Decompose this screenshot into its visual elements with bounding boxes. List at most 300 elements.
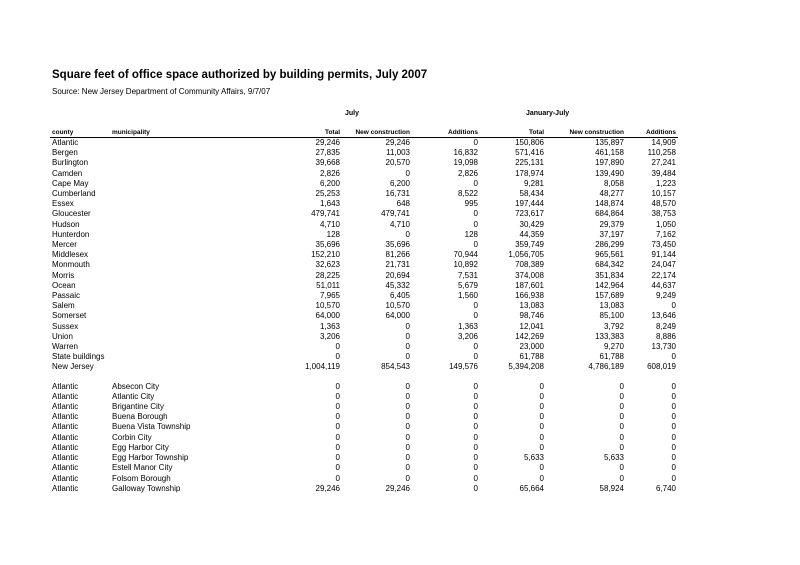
cell-county: Passaic (52, 291, 81, 301)
cell-july-total: 51,011 (316, 280, 340, 290)
cell-county: Sussex (52, 321, 79, 331)
cell-july-total: 64,000 (315, 311, 340, 321)
cell-ytd-additions: 0 (671, 412, 676, 422)
cell-municipality (110, 179, 210, 189)
cell-july-additions: 0 (473, 453, 478, 463)
cell-ytd-additions: 0 (671, 301, 676, 311)
cell-july-additions: 7,531 (457, 270, 478, 280)
cell-july-additions: 128 (464, 229, 478, 239)
cell-july-additions: 0 (473, 473, 478, 483)
cell-ytd-total: 98,746 (519, 311, 544, 321)
cell-ytd-new-construction: 0 (619, 463, 624, 473)
cell-municipality (110, 362, 210, 372)
cell-county: New Jersey (52, 362, 94, 372)
cell-july-new-construction: 0 (405, 473, 410, 483)
cell-ytd-new-construction: 0 (619, 402, 624, 412)
table-row (50, 271, 678, 281)
cell-ytd-additions: 9,249 (655, 291, 676, 301)
cell-ytd-new-construction: 157,689 (595, 291, 624, 301)
cell-county: State buildings (52, 352, 105, 362)
cell-ytd-total: 13,083 (519, 301, 544, 311)
cell-july-total: 479,741 (311, 209, 340, 219)
cell-ytd-total: 1,056,705 (508, 250, 544, 260)
cell-ytd-new-construction: 197,890 (595, 158, 624, 168)
cell-july-new-construction: 20,570 (385, 158, 410, 168)
cell-july-additions: 0 (473, 311, 478, 321)
cell-county: Bergen (52, 148, 78, 158)
cell-ytd-total: 708,389 (515, 260, 544, 270)
cell-ytd-total: 0 (539, 412, 544, 422)
cell-july-new-construction: 0 (405, 168, 410, 178)
cell-ytd-additions: 1,223 (655, 178, 676, 188)
table-row (50, 443, 678, 453)
cell-july-total: 1,363 (319, 321, 340, 331)
cell-july-additions: 995 (464, 199, 478, 209)
cell-municipality (110, 158, 210, 168)
cell-ytd-additions: 8,886 (655, 331, 676, 341)
column-header-municipality: municipality (112, 129, 150, 136)
cell-july-additions: 0 (473, 402, 478, 412)
cell-july-new-construction: 0 (405, 442, 410, 452)
table-row (50, 189, 678, 199)
cell-county: Hudson (52, 219, 80, 229)
cell-municipality: Brigantine City (112, 402, 165, 412)
cell-county: Atlantic (52, 442, 79, 452)
column-header-county: county (52, 129, 74, 136)
cell-ytd-total: 571,416 (515, 148, 544, 158)
cell-municipality (110, 220, 210, 230)
cell-ytd-total: 723,617 (515, 209, 544, 219)
table-row (50, 332, 678, 342)
cell-july-additions: 0 (473, 483, 478, 493)
cell-july-total: 0 (335, 402, 340, 412)
municipality-rows (50, 382, 678, 494)
cell-ytd-additions: 0 (671, 422, 676, 432)
cell-july-total: 27,835 (315, 148, 340, 158)
cell-july-total: 0 (335, 342, 340, 352)
cell-july-new-construction: 11,003 (386, 148, 410, 158)
cell-july-additions: 3,206 (457, 331, 478, 341)
cell-county: Essex (52, 199, 74, 209)
cell-july-new-construction: 0 (405, 342, 410, 352)
cell-ytd-new-construction: 0 (619, 422, 624, 432)
cell-july-new-construction: 0 (405, 412, 410, 422)
cell-county: Atlantic (52, 391, 79, 401)
cell-county: Atlantic (52, 381, 79, 391)
cell-july-total: 0 (335, 442, 340, 452)
cell-july-additions: 0 (473, 138, 478, 147)
table-row (50, 179, 678, 189)
table-row (50, 433, 678, 443)
cell-municipality: Atlantic City (112, 391, 155, 401)
cell-july-total: 4,710 (319, 219, 340, 229)
cell-ytd-additions: 0 (671, 381, 676, 391)
cell-municipality (110, 230, 210, 240)
cell-ytd-new-construction: 3,792 (603, 321, 624, 331)
cell-july-additions: 0 (473, 240, 478, 250)
cell-july-additions: 16,832 (453, 148, 478, 158)
table-row (50, 301, 678, 311)
cell-july-total: 0 (335, 381, 340, 391)
table-row (50, 260, 678, 270)
cell-ytd-new-construction: 684,342 (595, 260, 624, 270)
cell-ytd-additions: 22,174 (651, 270, 676, 280)
cell-july-additions: 0 (473, 342, 478, 352)
column-header-july-total: Total (324, 129, 340, 136)
cell-county: Gloucester (52, 209, 91, 219)
cell-municipality (110, 260, 210, 270)
cell-county: Atlantic (52, 453, 79, 463)
table-row (50, 484, 678, 494)
table-row (50, 362, 678, 372)
cell-july-total: 0 (335, 422, 340, 432)
cell-july-additions: 0 (473, 301, 478, 311)
cell-july-additions: 19,098 (453, 158, 478, 168)
cell-ytd-total: 0 (539, 442, 544, 452)
table-row (50, 291, 678, 301)
cell-ytd-new-construction: 461,158 (595, 148, 624, 158)
cell-ytd-additions: 0 (671, 453, 676, 463)
source-note: Source: New Jersey Department of Community Affairs, 9/7/07 (52, 87, 271, 96)
cell-july-additions: 0 (473, 381, 478, 391)
cell-county: Mercer (52, 240, 77, 250)
cell-july-new-construction: 35,696 (385, 240, 410, 250)
cell-july-additions: 0 (473, 422, 478, 432)
cell-july-additions: 0 (473, 219, 478, 229)
cell-county: Burlington (52, 158, 89, 168)
cell-july-total: 0 (335, 453, 340, 463)
cell-ytd-total: 0 (539, 432, 544, 442)
table-row (50, 382, 678, 392)
cell-july-additions: 0 (473, 352, 478, 362)
cell-municipality (110, 240, 210, 250)
cell-ytd-total: 65,664 (519, 483, 544, 493)
cell-july-total: 29,246 (315, 138, 340, 147)
cell-ytd-new-construction: 4,786,189 (588, 362, 624, 372)
cell-ytd-additions: 8,249 (655, 321, 676, 331)
cell-ytd-additions: 6,740 (655, 483, 676, 493)
ytd-period-header: January-July (526, 110, 570, 117)
table-row (50, 463, 678, 473)
table-row (50, 240, 678, 250)
cell-ytd-total: 23,000 (519, 342, 544, 352)
cell-ytd-new-construction: 13,083 (599, 301, 624, 311)
cell-county: Atlantic (52, 402, 79, 412)
cell-municipality (110, 138, 210, 149)
cell-july-total: 10,570 (315, 301, 340, 311)
cell-july-new-construction: 648 (396, 199, 410, 209)
cell-july-additions: 8,522 (457, 189, 478, 199)
cell-municipality (110, 352, 210, 362)
cell-july-total: 1,643 (319, 199, 340, 209)
cell-municipality (110, 169, 210, 179)
cell-july-total: 7,965 (319, 291, 340, 301)
table-row (50, 311, 678, 321)
cell-july-additions: 1,560 (457, 291, 478, 301)
cell-ytd-additions: 1,050 (655, 219, 676, 229)
cell-ytd-additions: 0 (671, 432, 676, 442)
cell-july-new-construction: 81,266 (385, 250, 410, 260)
cell-county: Atlantic (52, 412, 79, 422)
cell-ytd-additions: 44,637 (651, 280, 676, 290)
table-row (50, 392, 678, 402)
cell-ytd-total: 0 (539, 402, 544, 412)
cell-municipality: Egg Harbor Township (112, 453, 189, 463)
cell-july-new-construction: 0 (405, 402, 410, 412)
cell-july-new-construction: 0 (405, 381, 410, 391)
cell-ytd-total: 12,041 (519, 321, 544, 331)
cell-july-new-construction: 64,000 (385, 311, 410, 321)
cell-municipality: Buena Borough (112, 412, 168, 422)
cell-ytd-new-construction: 351,834 (595, 270, 624, 280)
cell-ytd-total: 58,434 (519, 189, 544, 199)
cell-ytd-additions: 13,646 (651, 311, 676, 321)
cell-municipality: Absecon City (112, 381, 160, 391)
cell-county: Cape May (52, 178, 89, 188)
cell-july-total: 0 (335, 432, 340, 442)
cell-county: Salem (52, 301, 75, 311)
cell-ytd-total: 197,444 (515, 199, 544, 209)
cell-ytd-total: 0 (539, 381, 544, 391)
cell-july-additions: 0 (473, 442, 478, 452)
cell-july-new-construction: 45,332 (385, 280, 410, 290)
table-row (50, 453, 678, 463)
table-row (50, 148, 678, 158)
page-title: Square feet of office space authorized by building permits, July 2007 (52, 69, 428, 81)
cell-ytd-new-construction: 286,299 (595, 240, 624, 250)
cell-county: Monmouth (52, 260, 90, 270)
cell-ytd-additions: 7,162 (655, 229, 676, 239)
cell-municipality (110, 189, 210, 199)
cell-july-total: 32,623 (315, 260, 340, 270)
cell-ytd-new-construction: 133,383 (595, 331, 624, 341)
cell-july-total: 0 (335, 412, 340, 422)
table-row (50, 250, 678, 260)
cell-ytd-additions: 39,484 (651, 168, 676, 178)
cell-ytd-new-construction: 0 (619, 412, 624, 422)
july-period-header: July (345, 110, 360, 117)
cell-july-additions: 0 (473, 178, 478, 188)
table-row (50, 412, 678, 422)
cell-july-total: 39,668 (315, 158, 340, 168)
column-header-ytd-new-construction: New construction (569, 129, 624, 136)
table-row (50, 474, 678, 484)
cell-ytd-new-construction: 135,897 (595, 138, 624, 147)
cell-july-new-construction: 0 (405, 453, 410, 463)
cell-ytd-additions: 0 (671, 463, 676, 473)
cell-county: Morris (52, 270, 75, 280)
cell-municipality: Estell Manor City (112, 463, 173, 473)
cell-ytd-new-construction: 0 (619, 432, 624, 442)
cell-july-additions: 10,892 (453, 260, 478, 270)
cell-ytd-total: 0 (539, 391, 544, 401)
cell-july-additions: 0 (473, 209, 478, 219)
cell-july-new-construction: 0 (405, 463, 410, 473)
cell-municipality (110, 291, 210, 301)
cell-municipality: Corbin City (112, 432, 152, 442)
cell-july-new-construction: 0 (405, 331, 410, 341)
cell-municipality (110, 250, 210, 260)
cell-july-new-construction: 29,246 (385, 138, 410, 147)
cell-july-new-construction: 6,200 (389, 178, 410, 188)
cell-july-additions: 149,576 (449, 362, 478, 372)
cell-ytd-new-construction: 965,561 (595, 250, 624, 260)
cell-ytd-additions: 24,047 (651, 260, 676, 270)
cell-municipality: Egg Harbor City (112, 442, 169, 452)
cell-ytd-new-construction: 0 (619, 381, 624, 391)
cell-july-new-construction: 0 (405, 229, 410, 239)
cell-july-new-construction: 21,731 (385, 260, 410, 270)
county-rows (50, 138, 678, 373)
cell-county: Atlantic (52, 473, 79, 483)
column-header-july-new-construction: New construction (355, 129, 410, 136)
cell-ytd-additions: 0 (671, 352, 676, 362)
cell-county: Atlantic (52, 138, 79, 147)
cell-county: Ocean (52, 280, 76, 290)
cell-county: Atlantic (52, 463, 79, 473)
cell-municipality (110, 209, 210, 219)
cell-ytd-additions: 91,144 (651, 250, 676, 260)
cell-ytd-total: 0 (539, 463, 544, 473)
cell-ytd-new-construction: 139,490 (595, 168, 624, 178)
cell-july-total: 0 (335, 473, 340, 483)
table-row (50, 422, 678, 432)
cell-municipality (110, 311, 210, 321)
cell-july-total: 6,200 (319, 178, 340, 188)
cell-ytd-total: 61,788 (519, 352, 544, 362)
cell-july-total: 152,210 (311, 250, 340, 260)
cell-municipality (110, 332, 210, 342)
cell-county: Somerset (52, 311, 87, 321)
cell-ytd-total: 44,359 (519, 229, 544, 239)
cell-ytd-total: 9,281 (523, 178, 544, 188)
cell-july-new-construction: 20,694 (385, 270, 410, 280)
cell-july-total: 128 (326, 229, 340, 239)
table-row (50, 158, 678, 168)
cell-municipality (110, 342, 210, 352)
cell-ytd-total: 359,749 (515, 240, 544, 250)
cell-ytd-new-construction: 0 (619, 473, 624, 483)
cell-july-total: 28,225 (315, 270, 340, 280)
cell-july-additions: 70,944 (453, 250, 478, 260)
cell-ytd-additions: 0 (671, 391, 676, 401)
cell-ytd-total: 5,633 (523, 453, 544, 463)
cell-july-additions: 0 (473, 432, 478, 442)
cell-july-new-construction: 0 (405, 391, 410, 401)
cell-ytd-total: 187,601 (515, 280, 544, 290)
cell-ytd-total: 178,974 (515, 168, 544, 178)
cell-july-total: 2,826 (319, 168, 340, 178)
cell-july-new-construction: 854,543 (381, 362, 410, 372)
cell-county: Atlantic (52, 483, 79, 493)
cell-municipality: Galloway Township (112, 483, 181, 493)
cell-ytd-total: 0 (539, 422, 544, 432)
table-row (50, 199, 678, 209)
cell-ytd-new-construction: 142,964 (595, 280, 624, 290)
column-header-july-additions: Additions (448, 129, 478, 136)
cell-july-total: 0 (335, 391, 340, 401)
cell-ytd-additions: 0 (671, 402, 676, 412)
cell-county: Warren (52, 342, 78, 352)
cell-july-total: 35,696 (315, 240, 340, 250)
cell-july-new-construction: 0 (405, 422, 410, 432)
cell-ytd-total: 5,394,208 (508, 362, 544, 372)
cell-ytd-additions: 38,753 (651, 209, 676, 219)
cell-july-new-construction: 6,405 (389, 291, 410, 301)
cell-ytd-total: 30,429 (519, 219, 544, 229)
cell-ytd-additions: 10,157 (651, 189, 676, 199)
cell-ytd-additions: 14,909 (651, 138, 676, 147)
cell-municipality (110, 199, 210, 209)
cell-ytd-total: 150,806 (515, 138, 544, 147)
cell-ytd-additions: 27,241 (651, 158, 676, 168)
cell-ytd-total: 142,269 (515, 331, 544, 341)
cell-ytd-new-construction: 9,270 (603, 342, 624, 352)
table-row (50, 209, 678, 219)
table-row (50, 138, 678, 149)
column-header-row (50, 128, 678, 138)
cell-july-total: 25,253 (315, 189, 340, 199)
cell-county: Camden (52, 168, 83, 178)
cell-ytd-total: 0 (539, 473, 544, 483)
cell-ytd-total: 225,131 (515, 158, 544, 168)
cell-ytd-additions: 608,019 (647, 362, 676, 372)
cell-county: Middlesex (52, 250, 89, 260)
cell-ytd-additions: 48,570 (651, 199, 676, 209)
cell-july-new-construction: 0 (405, 432, 410, 442)
cell-july-new-construction: 4,710 (389, 219, 410, 229)
cell-july-additions: 2,826 (457, 168, 478, 178)
cell-july-new-construction: 29,246 (385, 483, 410, 493)
table-row (50, 352, 678, 362)
cell-july-additions: 0 (473, 412, 478, 422)
cell-july-additions: 0 (473, 391, 478, 401)
cell-july-new-construction: 479,741 (381, 209, 410, 219)
cell-july-new-construction: 10,570 (385, 301, 410, 311)
cell-county: Atlantic (52, 432, 79, 442)
cell-ytd-additions: 110,258 (647, 148, 676, 158)
cell-ytd-new-construction: 0 (619, 442, 624, 452)
cell-july-total: 0 (335, 352, 340, 362)
table-row (50, 322, 678, 332)
cell-ytd-additions: 0 (671, 473, 676, 483)
cell-municipality (110, 322, 210, 332)
cell-county: Hunterdon (52, 229, 90, 239)
cell-ytd-new-construction: 61,788 (599, 352, 624, 362)
cell-municipality (110, 271, 210, 281)
cell-july-new-construction: 0 (405, 321, 410, 331)
cell-ytd-new-construction: 58,924 (599, 483, 624, 493)
column-header-ytd-total: Total (528, 129, 544, 136)
cell-july-additions: 1,363 (457, 321, 478, 331)
cell-july-additions: 5,679 (457, 280, 478, 290)
cell-ytd-new-construction: 85,100 (599, 311, 624, 321)
cell-july-new-construction: 0 (405, 352, 410, 362)
table-row (50, 220, 678, 230)
column-header-ytd-additions: Additions (646, 129, 676, 136)
cell-municipality: Buena Vista Township (112, 422, 191, 432)
cell-municipality: Folsom Borough (112, 473, 171, 483)
cell-july-total: 29,246 (315, 483, 340, 493)
table-row (50, 230, 678, 240)
cell-ytd-new-construction: 48,277 (599, 189, 624, 199)
cell-ytd-new-construction: 8,058 (603, 178, 624, 188)
table-row (50, 281, 678, 291)
cell-ytd-total: 374,008 (515, 270, 544, 280)
office-space-table (50, 128, 678, 494)
cell-ytd-additions: 0 (671, 442, 676, 452)
cell-ytd-new-construction: 0 (619, 391, 624, 401)
